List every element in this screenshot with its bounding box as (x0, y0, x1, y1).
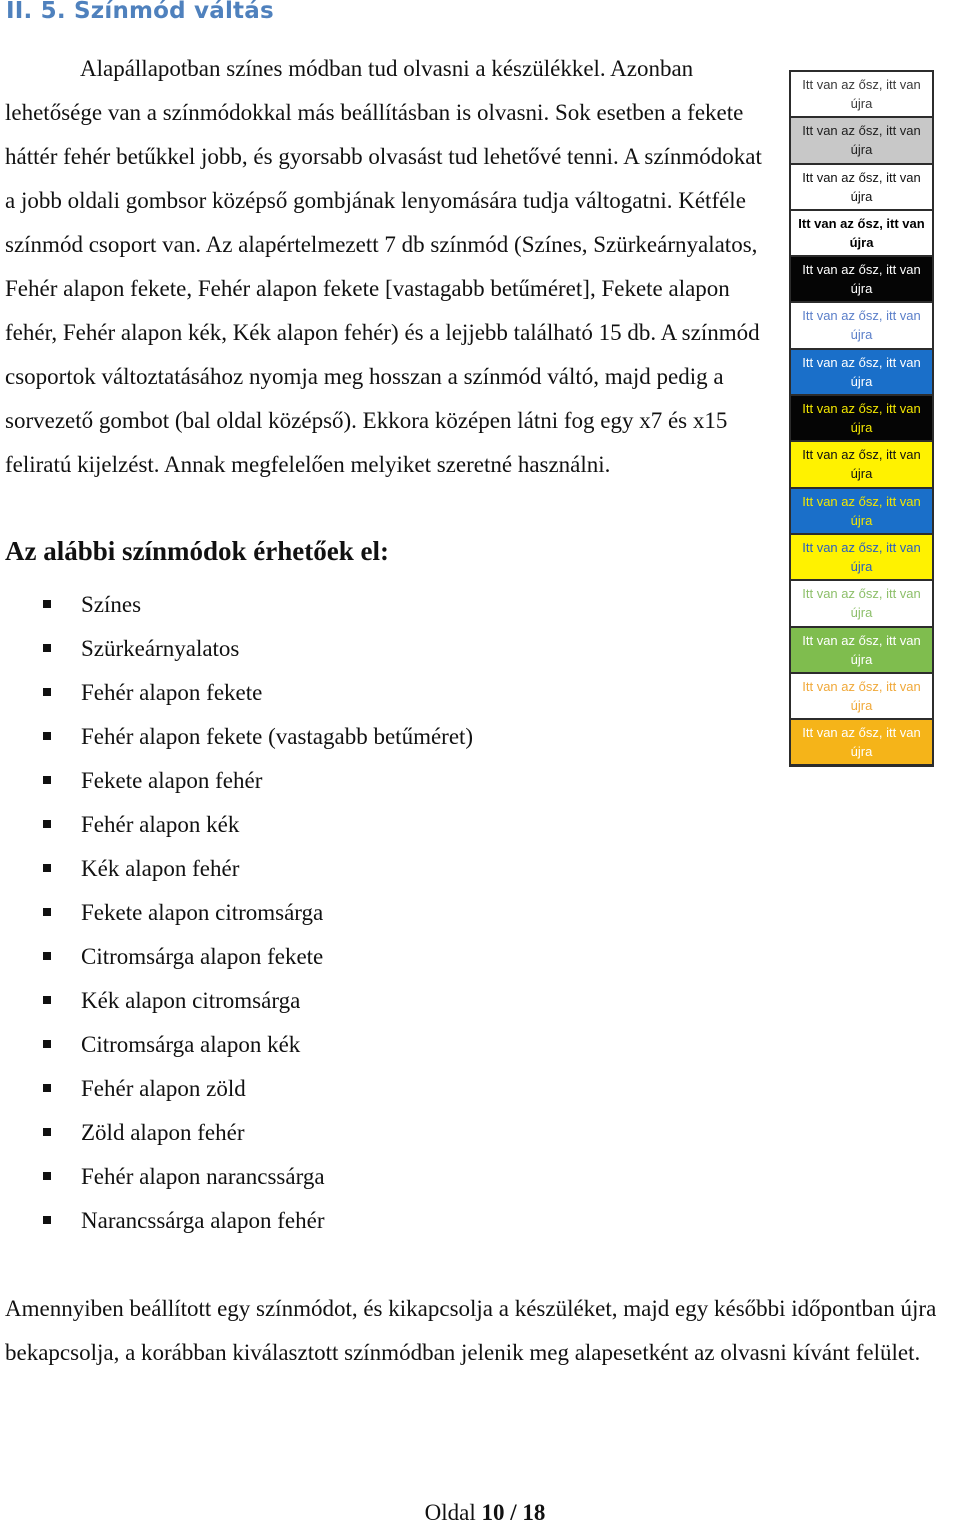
swatch-text-line: újra (850, 744, 873, 760)
list-item-label: Fehér alapon narancssárga (81, 1164, 325, 1189)
color-mode-swatch (791, 211, 932, 255)
square-bullet-icon (43, 776, 51, 784)
swatch-text-line: újra (850, 373, 873, 389)
list-item (0, 979, 473, 1023)
square-bullet-icon (43, 1128, 51, 1136)
list-item-label: Narancssárga alapon fehér (81, 1208, 325, 1233)
color-mode-swatch (791, 581, 932, 625)
swatch-text-line: újra (850, 420, 873, 436)
swatch-text-line: újra (850, 605, 873, 621)
color-mode-swatch (791, 674, 932, 718)
list-item-label: Fehér alapon fekete (vastagabb betűméret) (81, 724, 474, 749)
list-item (0, 803, 473, 847)
swatch-text-line: Itt van az ősz, itt van (802, 123, 921, 139)
list-item (0, 1155, 473, 1199)
square-bullet-icon (43, 864, 51, 872)
swatch-text-line: Itt van az ősz, itt van (802, 169, 921, 185)
swatch-text-line: Itt van az ősz, itt van (802, 539, 921, 555)
swatch-text-line: Itt van az ősz, itt van (802, 308, 921, 324)
color-mode-swatch (791, 72, 932, 116)
swatch-text-line: Itt van az ősz, itt van (802, 77, 921, 92)
color-mode-list (0, 583, 473, 1243)
color-mode-swatch (791, 720, 932, 764)
swatch-text-line: újra (850, 327, 873, 343)
swatch-text-line: újra (850, 142, 873, 158)
list-item (0, 715, 473, 759)
list-item-label: Színes (81, 592, 142, 617)
swatch-text-line: Itt van az ősz, itt van (802, 493, 921, 509)
color-mode-swatch (791, 442, 932, 486)
outro-paragraph: Amennyiben beállított egy színmódot, és kikapcsolja a készüléket, majd egy későbbi időpontban újra bekapcsolja, a korábban kiválasztott színmódban jelenik meg alapesetként az olvasni kívánt felület. (5, 1296, 937, 1365)
swatch-text-line: újra (850, 188, 873, 204)
list-item (0, 759, 473, 803)
list-item (0, 1067, 473, 1111)
color-mode-swatch (791, 303, 932, 347)
swatch-text-line: Itt van az ősz, itt van (798, 215, 925, 231)
color-mode-swatch (791, 165, 932, 209)
square-bullet-icon (43, 1040, 51, 1048)
list-item (0, 935, 473, 979)
list-item (0, 583, 473, 627)
page-number: 10 / 18 (481, 1500, 546, 1525)
color-mode-swatch (791, 535, 932, 579)
swatch-text-line: újra (849, 234, 874, 250)
square-bullet-icon (43, 600, 51, 608)
color-mode-swatch (791, 396, 932, 440)
list-item (0, 671, 473, 715)
page-footer (0, 1500, 960, 1526)
list-item-label: Fekete alapon fehér (81, 768, 263, 793)
square-bullet-icon (43, 908, 51, 916)
swatch-text-line: Itt van az ősz, itt van (802, 354, 921, 370)
list-item (0, 627, 473, 671)
square-bullet-icon (43, 1084, 51, 1092)
list-item (0, 1199, 473, 1243)
square-bullet-icon (43, 688, 51, 696)
list-item-label: Citromsárga alapon fekete (81, 944, 324, 969)
square-bullet-icon (43, 996, 51, 1004)
list-item (0, 847, 473, 891)
color-mode-swatch (791, 350, 932, 394)
swatch-text-line: újra (850, 96, 873, 111)
list-item-label: Kék alapon fehér (81, 856, 240, 881)
square-bullet-icon (43, 952, 51, 960)
color-mode-swatch (791, 628, 932, 672)
list-item (0, 891, 473, 935)
swatch-text-line: Itt van az ősz, itt van (802, 447, 921, 463)
square-bullet-icon (43, 644, 51, 652)
list-item (0, 1111, 473, 1155)
list-item-label: Fehér alapon kék (81, 812, 240, 837)
list-item-label: Citromsárga alapon kék (81, 1032, 301, 1057)
list-item-label: Kék alapon citromsárga (81, 988, 301, 1013)
swatch-text-line: újra (850, 697, 873, 713)
swatch-text-line: Itt van az ősz, itt van (802, 632, 921, 648)
swatch-text-line: újra (850, 651, 873, 667)
square-bullet-icon (43, 1172, 51, 1180)
square-bullet-icon (43, 732, 51, 740)
color-mode-swatch (791, 489, 932, 533)
list-item-label: Zöld alapon fehér (81, 1120, 245, 1145)
section-title: II. 5. Színmód váltás (6, 0, 274, 24)
swatch-text-line: újra (850, 281, 873, 297)
swatch-text-line: újra (850, 558, 873, 574)
list-item (0, 1023, 473, 1067)
swatch-text-line: Itt van az ősz, itt van (802, 586, 921, 602)
list-item-label: Fehér alapon fekete (81, 680, 263, 705)
swatch-text-line: Itt van az ősz, itt van (802, 725, 921, 741)
swatch-text-line: Itt van az ősz, itt van (802, 678, 921, 694)
list-item-label: Szürkeárnyalatos (81, 636, 240, 661)
intro-paragraph: Alapállapotban színes módban tud olvasni a készülékkel. Azonban lehetősége van a színmódokkal más beállításban is olvasni. Sok esetben a fekete háttér fehér betűkkel jobb, és gyorsabb olvasást tud lehetővé tenni. A színmódokat a jobb oldali gombsor középső gombjának lenyomására tudja váltogatni. Kétféle színmód csoport van. Az alapértelmezett 7 db színmód (Színes, Szürkeárnyalatos, Fehér alapon fekete, Fehér alapon fekete [vastagabb betűméret], Fekete alapon fehér, Fehér alapon kék, Kék alapon fehér) és a lejjebb található 15 db. A színmód csoportok változtatásához nyomja meg hosszan a színmód váltó, majd pedig a sorvezető gombot (bal oldal középső). Ekkora középen látni fog egy x7 és x15 feliratú kijelzést. Annak megfelelően melyiket szeretné használni. (5, 56, 762, 477)
swatch-text-line: újra (850, 466, 873, 482)
intro-text (5, 47, 775, 487)
list-item-label: Fehér alapon zöld (81, 1076, 246, 1101)
list-item-label: Fekete alapon citromsárga (81, 900, 324, 925)
square-bullet-icon (43, 1216, 51, 1224)
footer-prefix: Oldal (424, 1500, 476, 1525)
color-mode-swatch (791, 118, 932, 162)
color-mode-samples (789, 70, 934, 767)
available-modes-heading: Az alábbi színmódok érhetőek el: (5, 536, 389, 566)
color-mode-swatch (791, 257, 932, 301)
swatch-text-line: Itt van az ősz, itt van (802, 401, 921, 417)
swatch-text-line: Itt van az ősz, itt van (802, 262, 921, 278)
swatch-text-line: újra (850, 512, 873, 528)
square-bullet-icon (43, 820, 51, 828)
